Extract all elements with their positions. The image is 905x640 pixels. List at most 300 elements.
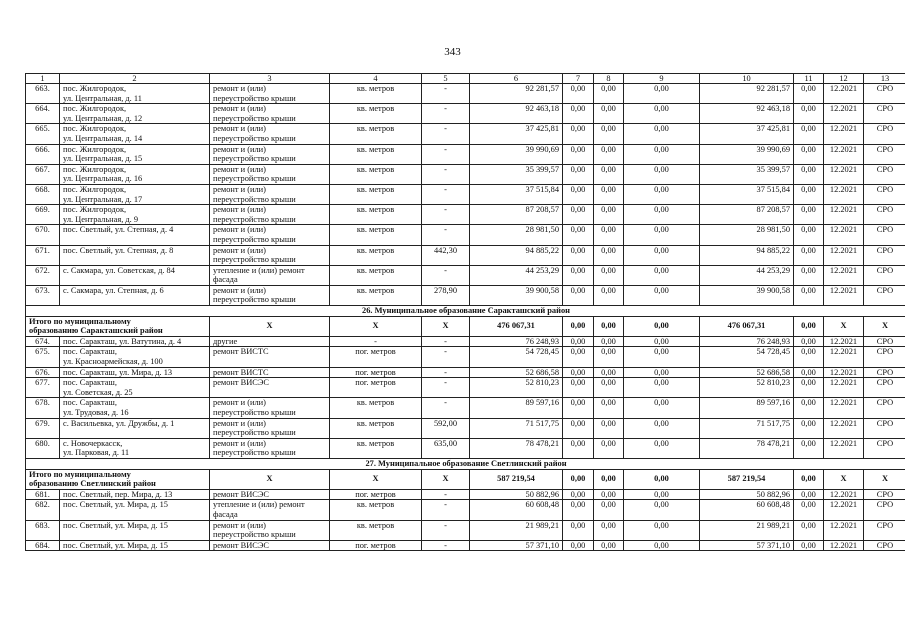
cell-owner-funds: 76 248,93: [700, 336, 794, 347]
cell-address: с. Сакмара, ул. Степная, д. 6: [60, 285, 210, 305]
column-number: 6: [470, 74, 563, 84]
cell-owner-funds: 44 253,29: [700, 265, 794, 285]
cell-other-funds: 0,00: [794, 489, 824, 500]
cell-municipal-cost: 0,00: [624, 367, 700, 378]
cell-completion-date: 12.2021: [824, 124, 864, 144]
cell-owner-funds: 92 281,57: [700, 84, 794, 104]
cell-address: пос. Жилгородок, ул. Центральная, д. 15: [60, 144, 210, 164]
cell-row-number: 663.: [26, 84, 60, 104]
cell-budget-cost: 0,00: [594, 489, 624, 500]
cell-total-cost: 21 989,21: [470, 520, 563, 540]
cell-other-funds: 0,00: [794, 540, 824, 551]
cell-completion-date: 12.2021: [824, 104, 864, 124]
cell-budget-cost: 0,00: [594, 336, 624, 347]
cell-completion-date: 12.2021: [824, 489, 864, 500]
cell-implementation-method: СРО: [864, 418, 905, 438]
cell-address: пос. Саракташ, ул. Советская, д. 25: [60, 378, 210, 398]
cell-other-funds: 0,00: [794, 520, 824, 540]
cell-owner-funds: 92 463,18: [700, 104, 794, 124]
cell-work-type: ремонт ВИСЭС: [210, 489, 330, 500]
cell-fund-cost: 0,00: [563, 144, 594, 164]
cell-other-funds: 0,00: [794, 225, 824, 245]
section-title: 26. Муниципальное образование Саракташский район: [26, 306, 905, 317]
cell-completion-date: 12.2021: [824, 520, 864, 540]
cell-area: -: [422, 336, 470, 347]
cell-work-type: ремонт и (или) переустройство крыши: [210, 84, 330, 104]
cell-row-number: 675.: [26, 347, 60, 367]
total-cell-budget-cost: 0,00: [594, 316, 624, 336]
cell-address: пос. Жилгородок, ул. Центральная, д. 11: [60, 84, 210, 104]
cell-row-number: 678.: [26, 398, 60, 418]
cell-budget-cost: 0,00: [594, 104, 624, 124]
total-cell-owner-funds: 476 067,31: [700, 316, 794, 336]
cell-fund-cost: 0,00: [563, 398, 594, 418]
cell-row-number: 672.: [26, 265, 60, 285]
cell-implementation-method: СРО: [864, 336, 905, 347]
total-cell-area: X: [330, 316, 422, 336]
cell-owner-funds: 52 810,23: [700, 378, 794, 398]
cell-municipal-cost: 0,00: [624, 104, 700, 124]
cell-total-cost: 60 608,48: [470, 500, 563, 520]
cell-other-funds: 0,00: [794, 336, 824, 347]
table-row: [26, 398, 905, 418]
section-header-row: [26, 458, 905, 469]
cell-municipal-cost: 0,00: [624, 520, 700, 540]
cell-other-funds: 0,00: [794, 245, 824, 265]
cell-work-type: ремонт и (или) переустройство крыши: [210, 104, 330, 124]
cell-total-cost: 57 371,10: [470, 540, 563, 551]
cell-address: пос. Светлый, ул. Степная, д. 4: [60, 225, 210, 245]
table-row: [26, 245, 905, 265]
cell-address: пос. Светлый, ул. Мира, д. 15: [60, 520, 210, 540]
cell-implementation-method: СРО: [864, 245, 905, 265]
cell-address: пос. Жилгородок, ул. Центральная, д. 9: [60, 205, 210, 225]
cell-total-cost: 94 885,22: [470, 245, 563, 265]
cell-municipal-cost: 0,00: [624, 164, 700, 184]
cell-fund-cost: 0,00: [563, 184, 594, 204]
cell-completion-date: 12.2021: [824, 347, 864, 367]
table-row: [26, 378, 905, 398]
cell-fund-cost: 0,00: [563, 245, 594, 265]
total-cell-implementation-method: X: [864, 316, 905, 336]
total-cell-implementation-method: X: [864, 469, 905, 489]
cell-budget-cost: 0,00: [594, 500, 624, 520]
cell-unit: кв. метров: [330, 225, 422, 245]
cell-row-number: 668.: [26, 184, 60, 204]
table-row: [26, 124, 905, 144]
cell-area: 278,90: [422, 285, 470, 305]
cell-area: -: [422, 540, 470, 551]
cell-unit: кв. метров: [330, 144, 422, 164]
cell-implementation-method: СРО: [864, 205, 905, 225]
cell-budget-cost: 0,00: [594, 184, 624, 204]
cell-municipal-cost: 0,00: [624, 418, 700, 438]
table-row: [26, 225, 905, 245]
cell-row-number: 681.: [26, 489, 60, 500]
cell-work-type: ремонт ВИСТС: [210, 367, 330, 378]
cell-completion-date: 12.2021: [824, 378, 864, 398]
total-cell-municipal-cost: 0,00: [624, 316, 700, 336]
cell-budget-cost: 0,00: [594, 520, 624, 540]
cell-address: пос. Светлый, пер. Мира, д. 13: [60, 489, 210, 500]
cell-owner-funds: 94 885,22: [700, 245, 794, 265]
cell-municipal-cost: 0,00: [624, 265, 700, 285]
cell-other-funds: 0,00: [794, 144, 824, 164]
cell-fund-cost: 0,00: [563, 378, 594, 398]
cell-work-type: ремонт и (или) переустройство крыши: [210, 205, 330, 225]
cell-total-cost: 92 463,18: [470, 104, 563, 124]
cell-area: -: [422, 104, 470, 124]
cell-fund-cost: 0,00: [563, 418, 594, 438]
cell-area: 592,00: [422, 418, 470, 438]
cell-total-cost: 76 248,93: [470, 336, 563, 347]
cell-completion-date: 12.2021: [824, 144, 864, 164]
cell-implementation-method: СРО: [864, 164, 905, 184]
cell-work-type: ремонт и (или) переустройство крыши: [210, 438, 330, 458]
total-cell-total-label: Итого по муниципальному образованию Светлинский район: [26, 469, 210, 489]
cell-unit: кв. метров: [330, 285, 422, 305]
cell-fund-cost: 0,00: [563, 347, 594, 367]
cell-owner-funds: 39 900,58: [700, 285, 794, 305]
cell-completion-date: 12.2021: [824, 164, 864, 184]
cell-implementation-method: СРО: [864, 438, 905, 458]
cell-budget-cost: 0,00: [594, 285, 624, 305]
cell-total-cost: 44 253,29: [470, 265, 563, 285]
cell-row-number: 669.: [26, 205, 60, 225]
cell-area: 442,30: [422, 245, 470, 265]
cell-municipal-cost: 0,00: [624, 489, 700, 500]
cell-municipal-cost: 0,00: [624, 347, 700, 367]
cell-row-number: 684.: [26, 540, 60, 551]
table-row: [26, 418, 905, 438]
column-number: 2: [60, 74, 210, 84]
cell-owner-funds: 89 597,16: [700, 398, 794, 418]
cell-total-cost: 52 810,23: [470, 378, 563, 398]
cell-implementation-method: СРО: [864, 285, 905, 305]
cell-address: пос. Жилгородок, ул. Центральная, д. 16: [60, 164, 210, 184]
cell-row-number: 673.: [26, 285, 60, 305]
cell-row-number: 676.: [26, 367, 60, 378]
cell-completion-date: 12.2021: [824, 225, 864, 245]
cell-work-type: утепление и (или) ремонт фасада: [210, 265, 330, 285]
cell-municipal-cost: 0,00: [624, 144, 700, 164]
cell-work-type: другие: [210, 336, 330, 347]
cell-municipal-cost: 0,00: [624, 540, 700, 551]
cell-row-number: 670.: [26, 225, 60, 245]
cell-unit: кв. метров: [330, 205, 422, 225]
cell-completion-date: 12.2021: [824, 336, 864, 347]
cell-owner-funds: 39 990,69: [700, 144, 794, 164]
cell-fund-cost: 0,00: [563, 438, 594, 458]
column-number: 8: [594, 74, 624, 84]
total-cell-work-type: X: [422, 469, 470, 489]
cell-other-funds: 0,00: [794, 84, 824, 104]
cell-total-cost: 71 517,75: [470, 418, 563, 438]
cell-implementation-method: СРО: [864, 500, 905, 520]
cell-row-number: 665.: [26, 124, 60, 144]
cell-implementation-method: СРО: [864, 144, 905, 164]
cell-municipal-cost: 0,00: [624, 500, 700, 520]
cell-other-funds: 0,00: [794, 104, 824, 124]
cell-address: пос. Саракташ, ул. Красноармейская, д. 100: [60, 347, 210, 367]
cell-fund-cost: 0,00: [563, 367, 594, 378]
cell-implementation-method: СРО: [864, 378, 905, 398]
cell-total-cost: 35 399,57: [470, 164, 563, 184]
column-number: 9: [624, 74, 700, 84]
cell-address: с. Васильевка, ул. Дружбы, д. 1: [60, 418, 210, 438]
cell-unit: кв. метров: [330, 84, 422, 104]
cell-total-cost: 50 882,96: [470, 489, 563, 500]
cell-budget-cost: 0,00: [594, 164, 624, 184]
cell-unit: пог. метров: [330, 540, 422, 551]
column-number: 7: [563, 74, 594, 84]
cell-work-type: ремонт и (или) переустройство крыши: [210, 164, 330, 184]
cell-owner-funds: 50 882,96: [700, 489, 794, 500]
total-cell-total-cost: 476 067,31: [470, 316, 563, 336]
total-cell-unit: X: [210, 469, 330, 489]
register-table: [25, 73, 905, 551]
cell-other-funds: 0,00: [794, 438, 824, 458]
total-cell-other-funds: 0,00: [794, 316, 824, 336]
cell-row-number: 680.: [26, 438, 60, 458]
total-cell-owner-funds: 587 219,54: [700, 469, 794, 489]
cell-implementation-method: СРО: [864, 124, 905, 144]
cell-fund-cost: 0,00: [563, 164, 594, 184]
cell-fund-cost: 0,00: [563, 124, 594, 144]
cell-work-type: ремонт ВИСЭС: [210, 540, 330, 551]
cell-unit: -: [330, 336, 422, 347]
cell-address: пос. Жилгородок, ул. Центральная, д. 12: [60, 104, 210, 124]
cell-row-number: 677.: [26, 378, 60, 398]
cell-municipal-cost: 0,00: [624, 285, 700, 305]
cell-total-cost: 52 686,58: [470, 367, 563, 378]
cell-unit: кв. метров: [330, 184, 422, 204]
page-number: 343: [444, 46, 461, 58]
cell-fund-cost: 0,00: [563, 500, 594, 520]
cell-area: -: [422, 124, 470, 144]
column-number: 13: [864, 74, 905, 84]
table-row: [26, 500, 905, 520]
column-number-row: [26, 74, 905, 84]
cell-implementation-method: СРО: [864, 520, 905, 540]
cell-total-cost: 39 900,58: [470, 285, 563, 305]
cell-address: пос. Саракташ, ул. Трудовая, д. 16: [60, 398, 210, 418]
cell-owner-funds: 52 686,58: [700, 367, 794, 378]
cell-municipal-cost: 0,00: [624, 336, 700, 347]
cell-address: пос. Светлый, ул. Степная, д. 8: [60, 245, 210, 265]
cell-completion-date: 12.2021: [824, 285, 864, 305]
cell-unit: пог. метров: [330, 347, 422, 367]
cell-budget-cost: 0,00: [594, 124, 624, 144]
cell-area: -: [422, 205, 470, 225]
table-row: [26, 265, 905, 285]
cell-owner-funds: 78 478,21: [700, 438, 794, 458]
cell-work-type: ремонт ВИСЭС: [210, 378, 330, 398]
column-number: 4: [330, 74, 422, 84]
cell-owner-funds: 21 989,21: [700, 520, 794, 540]
cell-municipal-cost: 0,00: [624, 438, 700, 458]
total-cell-total-cost: 587 219,54: [470, 469, 563, 489]
cell-unit: кв. метров: [330, 438, 422, 458]
cell-completion-date: 12.2021: [824, 205, 864, 225]
cell-completion-date: 12.2021: [824, 418, 864, 438]
cell-unit: кв. метров: [330, 398, 422, 418]
cell-completion-date: 12.2021: [824, 184, 864, 204]
cell-fund-cost: 0,00: [563, 265, 594, 285]
cell-other-funds: 0,00: [794, 398, 824, 418]
cell-address: пос. Светлый, ул. Мира, д. 15: [60, 500, 210, 520]
total-cell-municipal-cost: 0,00: [624, 469, 700, 489]
cell-implementation-method: СРО: [864, 398, 905, 418]
column-number: 10: [700, 74, 794, 84]
cell-budget-cost: 0,00: [594, 347, 624, 367]
cell-owner-funds: 54 728,45: [700, 347, 794, 367]
cell-completion-date: 12.2021: [824, 367, 864, 378]
cell-completion-date: 12.2021: [824, 500, 864, 520]
cell-area: -: [422, 489, 470, 500]
cell-row-number: 674.: [26, 336, 60, 347]
cell-implementation-method: СРО: [864, 540, 905, 551]
cell-fund-cost: 0,00: [563, 489, 594, 500]
cell-row-number: 664.: [26, 104, 60, 124]
cell-fund-cost: 0,00: [563, 205, 594, 225]
cell-work-type: ремонт и (или) переустройство крыши: [210, 285, 330, 305]
total-row: [26, 316, 905, 336]
table-row: [26, 84, 905, 104]
total-cell-work-type: X: [422, 316, 470, 336]
cell-budget-cost: 0,00: [594, 84, 624, 104]
cell-row-number: 679.: [26, 418, 60, 438]
cell-work-type: ремонт и (или) переустройство крыши: [210, 520, 330, 540]
cell-municipal-cost: 0,00: [624, 184, 700, 204]
cell-fund-cost: 0,00: [563, 540, 594, 551]
cell-other-funds: 0,00: [794, 347, 824, 367]
column-number: 5: [422, 74, 470, 84]
cell-area: -: [422, 378, 470, 398]
cell-row-number: 671.: [26, 245, 60, 265]
cell-owner-funds: 37 425,81: [700, 124, 794, 144]
cell-work-type: ремонт ВИСТС: [210, 347, 330, 367]
cell-work-type: утепление и (или) ремонт фасада: [210, 500, 330, 520]
table-body: [26, 84, 905, 551]
cell-fund-cost: 0,00: [563, 225, 594, 245]
cell-total-cost: 54 728,45: [470, 347, 563, 367]
cell-area: 635,00: [422, 438, 470, 458]
cell-area: -: [422, 144, 470, 164]
cell-unit: кв. метров: [330, 500, 422, 520]
cell-other-funds: 0,00: [794, 164, 824, 184]
cell-row-number: 683.: [26, 520, 60, 540]
cell-unit: кв. метров: [330, 124, 422, 144]
table-row: [26, 285, 905, 305]
cell-total-cost: 78 478,21: [470, 438, 563, 458]
cell-budget-cost: 0,00: [594, 378, 624, 398]
cell-row-number: 682.: [26, 500, 60, 520]
cell-other-funds: 0,00: [794, 124, 824, 144]
cell-unit: кв. метров: [330, 418, 422, 438]
cell-work-type: ремонт и (или) переустройство крыши: [210, 144, 330, 164]
cell-budget-cost: 0,00: [594, 418, 624, 438]
cell-municipal-cost: 0,00: [624, 398, 700, 418]
cell-municipal-cost: 0,00: [624, 84, 700, 104]
cell-area: -: [422, 500, 470, 520]
total-row: [26, 469, 905, 489]
cell-total-cost: 28 981,50: [470, 225, 563, 245]
cell-owner-funds: 60 608,48: [700, 500, 794, 520]
cell-address: пос. Саракташ, ул. Мира, д. 13: [60, 367, 210, 378]
total-cell-fund-cost: 0,00: [563, 316, 594, 336]
table-row: [26, 520, 905, 540]
table-row: [26, 489, 905, 500]
cell-municipal-cost: 0,00: [624, 205, 700, 225]
cell-municipal-cost: 0,00: [624, 378, 700, 398]
table-row: [26, 164, 905, 184]
total-cell-budget-cost: 0,00: [594, 469, 624, 489]
cell-address: пос. Саракташ, ул. Ватутина, д. 4: [60, 336, 210, 347]
cell-owner-funds: 37 515,84: [700, 184, 794, 204]
cell-implementation-method: СРО: [864, 367, 905, 378]
total-cell-fund-cost: 0,00: [563, 469, 594, 489]
total-cell-completion-date: X: [824, 316, 864, 336]
cell-unit: пог. метров: [330, 489, 422, 500]
cell-work-type: ремонт и (или) переустройство крыши: [210, 184, 330, 204]
table-row: [26, 347, 905, 367]
cell-row-number: 667.: [26, 164, 60, 184]
table-row: [26, 367, 905, 378]
cell-work-type: ремонт и (или) переустройство крыши: [210, 418, 330, 438]
column-number: 12: [824, 74, 864, 84]
cell-owner-funds: 87 208,57: [700, 205, 794, 225]
cell-budget-cost: 0,00: [594, 205, 624, 225]
cell-other-funds: 0,00: [794, 205, 824, 225]
cell-address: пос. Жилгородок, ул. Центральная, д. 14: [60, 124, 210, 144]
cell-budget-cost: 0,00: [594, 540, 624, 551]
table-row: [26, 438, 905, 458]
cell-total-cost: 87 208,57: [470, 205, 563, 225]
cell-area: -: [422, 225, 470, 245]
cell-total-cost: 89 597,16: [470, 398, 563, 418]
cell-budget-cost: 0,00: [594, 398, 624, 418]
cell-total-cost: 39 990,69: [470, 144, 563, 164]
column-number: 3: [210, 74, 330, 84]
table-row: [26, 336, 905, 347]
cell-unit: кв. метров: [330, 520, 422, 540]
cell-area: -: [422, 265, 470, 285]
cell-completion-date: 12.2021: [824, 540, 864, 551]
cell-fund-cost: 0,00: [563, 520, 594, 540]
cell-unit: пог. метров: [330, 378, 422, 398]
cell-work-type: ремонт и (или) переустройство крыши: [210, 245, 330, 265]
cell-implementation-method: СРО: [864, 184, 905, 204]
cell-implementation-method: СРО: [864, 347, 905, 367]
cell-row-number: 666.: [26, 144, 60, 164]
cell-other-funds: 0,00: [794, 378, 824, 398]
cell-implementation-method: СРО: [864, 84, 905, 104]
cell-municipal-cost: 0,00: [624, 245, 700, 265]
cell-area: -: [422, 347, 470, 367]
cell-work-type: ремонт и (или) переустройство крыши: [210, 124, 330, 144]
cell-budget-cost: 0,00: [594, 144, 624, 164]
cell-total-cost: 37 515,84: [470, 184, 563, 204]
table-row: [26, 144, 905, 164]
cell-budget-cost: 0,00: [594, 225, 624, 245]
cell-completion-date: 12.2021: [824, 398, 864, 418]
section-header-row: [26, 306, 905, 317]
cell-municipal-cost: 0,00: [624, 225, 700, 245]
cell-other-funds: 0,00: [794, 418, 824, 438]
section-title: 27. Муниципальное образование Светлинский район: [26, 458, 905, 469]
cell-area: -: [422, 520, 470, 540]
